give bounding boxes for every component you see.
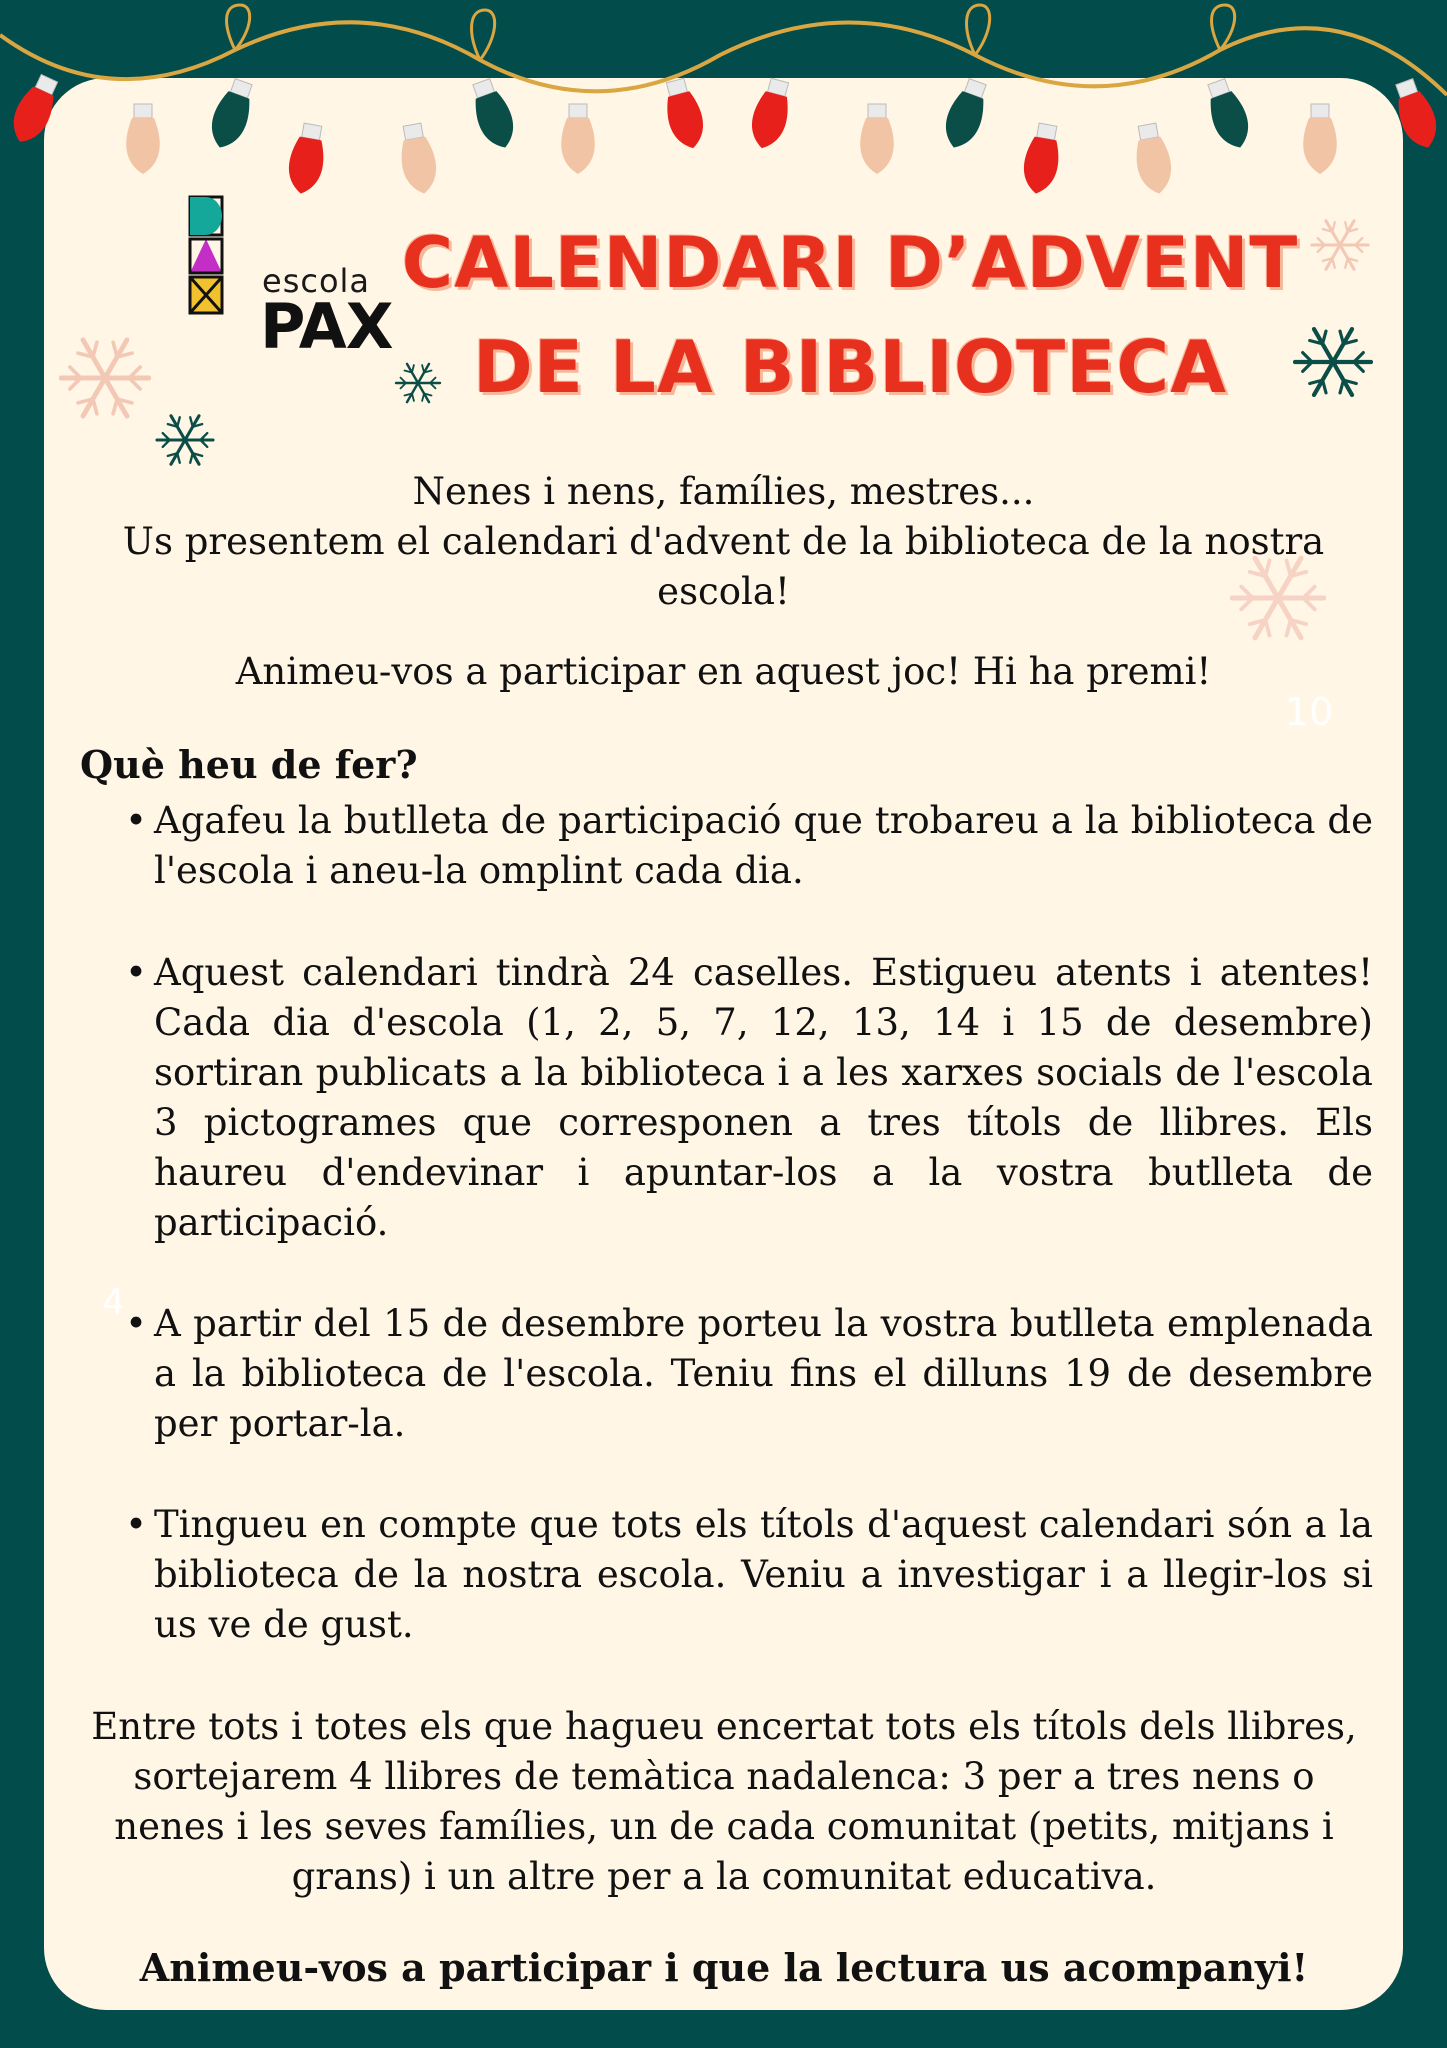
intro-greeting: Nenes i nens, famílies, mestres... — [412, 470, 1035, 513]
snowflake-icon — [59, 332, 151, 424]
instructions-heading: Què heu de fer? — [80, 742, 418, 787]
instruction-text: Aquest calendari tindrà 24 caselles. Estigueu atents i atentes! Cada dia d'escola (1, 2, 5, 7, 12, 13, 14 i 15 de desembre) sortiran publicats a la biblioteca i a les xarxes socials de l'escola 3 pictogrames que corresponen a tres títols de llibres. Els haureu d'endevinar i apuntar-los a la vostra butlleta de participació. — [154, 951, 1373, 1244]
intro-text — [80, 467, 1367, 617]
instruction-item — [118, 796, 1373, 896]
christmas-light-bulb-icon — [659, 76, 710, 152]
christmas-light-bulb-icon — [1201, 76, 1256, 153]
ghost-number: 10 — [1285, 690, 1334, 734]
intro-invite: Animeu-vos a participar en aquest joc! Hi ha premi! — [235, 650, 1212, 693]
instruction-text: Agafeu la butlleta de participació que trobareu a la biblioteca de l'escola i aneu-la omplint cada dia. — [154, 799, 1373, 892]
bullet-icon: • — [125, 1503, 147, 1546]
christmas-light-bulb-icon — [466, 76, 521, 153]
title-line-2: DE LA BIBLIOTECA — [473, 325, 1227, 409]
christmas-light-bulb-icon — [1130, 122, 1175, 197]
christmas-light-bulb-icon — [746, 76, 797, 152]
christmas-light-bulb-icon — [204, 76, 259, 153]
christmas-light-bulb-icon — [284, 122, 329, 197]
christmas-light-bulb-icon — [5, 71, 65, 149]
bullet-icon: • — [125, 951, 147, 994]
bullet-icon: • — [125, 1302, 147, 1345]
prize-description: Entre tots i totes els que hagueu encertat tots els títols dels llibres, sortejarem 4 llibres de temàtica nadalenca: 3 per a tres nens o nenes i les seves famílies, un de cada comunitat (petits, mitjans i grans) i un altre per a la comunitat educativa. — [91, 1705, 1357, 1898]
christmas-light-bulb-icon — [126, 104, 160, 174]
logo-word: escola — [262, 262, 371, 300]
christmas-light-bulb-icon — [938, 76, 993, 153]
christmas-light-bulb-icon — [395, 122, 440, 197]
bullet-icon: • — [125, 799, 147, 842]
christmas-light-bulb-icon — [1303, 104, 1337, 174]
instruction-item — [118, 1500, 1373, 1650]
christmas-light-bulb-icon — [1019, 122, 1064, 197]
instruction-text: Tingueu en compte que tots els títols d'aquest calendari són a la biblioteca de la nostra escola. Veniu a investigar i a llegir-los si us ve de gust. — [154, 1503, 1373, 1646]
christmas-light-bulb-icon — [561, 104, 595, 174]
intro-presentation: Us presentem el calendari d'advent de la biblioteca de la nostra escola! — [122, 520, 1325, 613]
christmas-light-bulb-icon — [1389, 76, 1444, 153]
logo-brand: PAX — [260, 290, 393, 363]
christmas-light-bulb-icon — [860, 104, 894, 174]
snowflake-icon — [155, 410, 215, 470]
instruction-item — [118, 948, 1373, 1248]
ghost-number: 4 — [102, 1282, 125, 1323]
closing-call-to-action: Animeu-vos a participar i que la lectura us acompanyi! — [139, 1945, 1309, 1990]
instruction-text: A partir del 15 de desembre porteu la vostra butlleta emplenada a la biblioteca de l'escola. Teniu fins el dilluns 19 de desembre per portar-la. — [154, 1302, 1373, 1445]
instruction-item — [118, 1299, 1373, 1449]
title-line-1: CALENDARI D’ADVENT — [401, 222, 1299, 304]
